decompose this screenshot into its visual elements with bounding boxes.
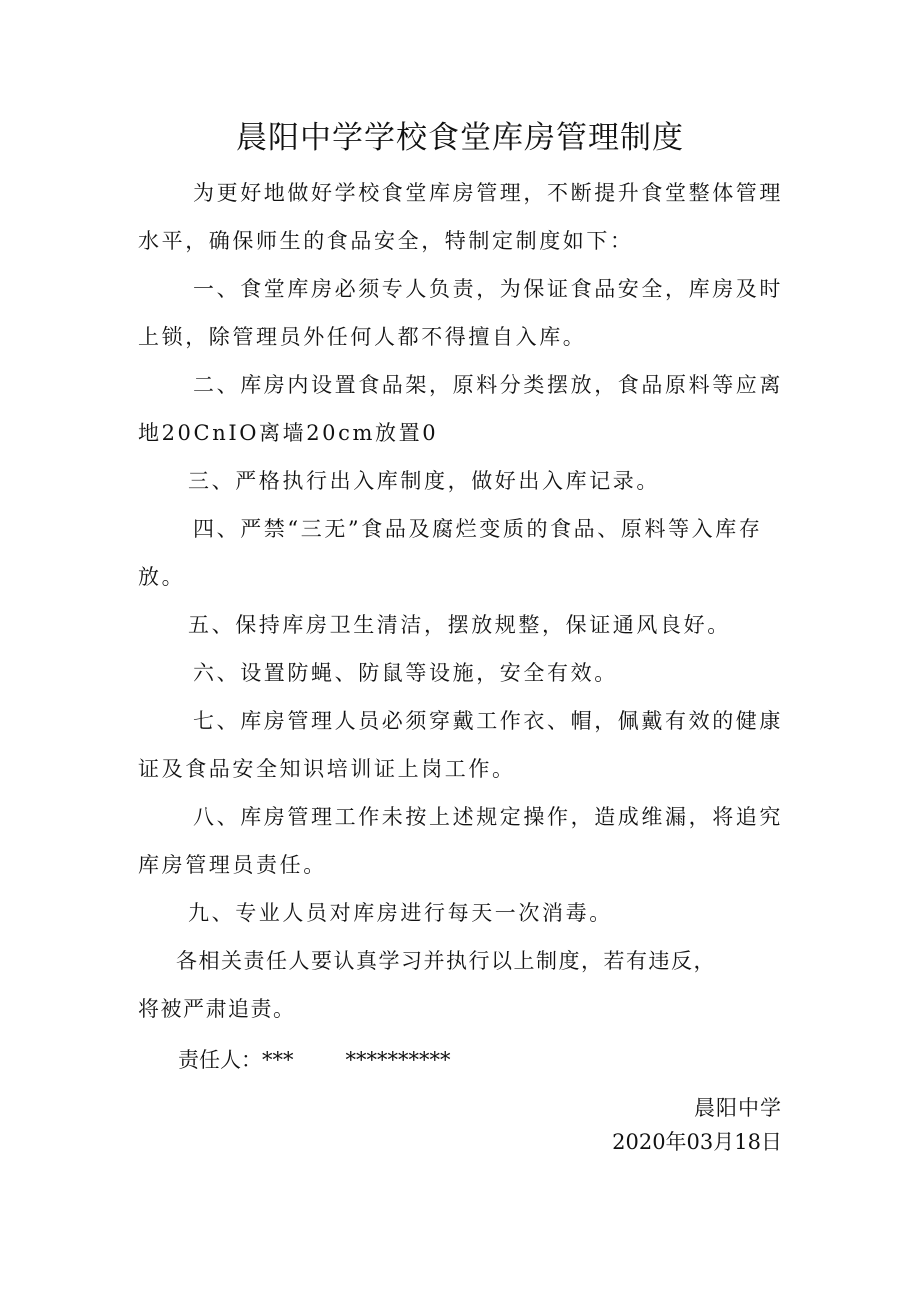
rule-item-6: 六、设置防蝇、防鼠等设施，安全有效。 [193,661,618,685]
rule-item-8: 八、库房管理工作未按上述规定操作，造成维漏，将追究库房管理员责任。 [138,805,783,877]
rule-item-2: 二、库房内设置食品架，原料分类摆放，食品原料等应离地20CnIO离墙20cm放置0 [138,373,783,445]
rule-item-3: 三、严格执行出入库制度，做好出入库记录。 [188,469,660,493]
rule-item-4: 四、严禁“三无”食品及腐烂变质的食品、原料等入库存放。 [138,517,763,589]
rule-item-1: 一、食堂库房必须专人负责，为保证食品安全，库房及时上锁，除管理员外任何人都不得擅自入库。 [138,277,783,349]
document-date: 2020年03月18日 [612,1130,782,1154]
rule-item-5: 五、保持库房卫生清洁，摆放规整，保证通风良好。 [188,613,731,637]
intro-paragraph: 为更好地做好学校食堂库房管理，不断提升食堂整体管理水平，确保师生的食品安全，特制定制度如下： [138,181,783,253]
responsible-name-2: ********** [345,1048,451,1072]
responsible-label: 责任人： [178,1048,262,1072]
responsible-name-1: *** [262,1048,294,1072]
rule-item-9: 九、专业人员对库房进行每天一次消毒。 [188,901,613,925]
rule-item-7: 七、库房管理人员必须穿戴工作衣、帽，佩戴有效的健康证及食品安全知识培训证上岗工作。 [138,709,783,781]
closing-paragraph: 各相关责任人要认真学习并执行以上制度，若有违反， 将被严肃追责。 [138,949,716,1021]
responsible-person [178,1040,451,1080]
document-title: 晨阳中学学校食堂库房管理制度 [236,120,684,156]
organization-name: 晨阳中学 [694,1096,782,1120]
